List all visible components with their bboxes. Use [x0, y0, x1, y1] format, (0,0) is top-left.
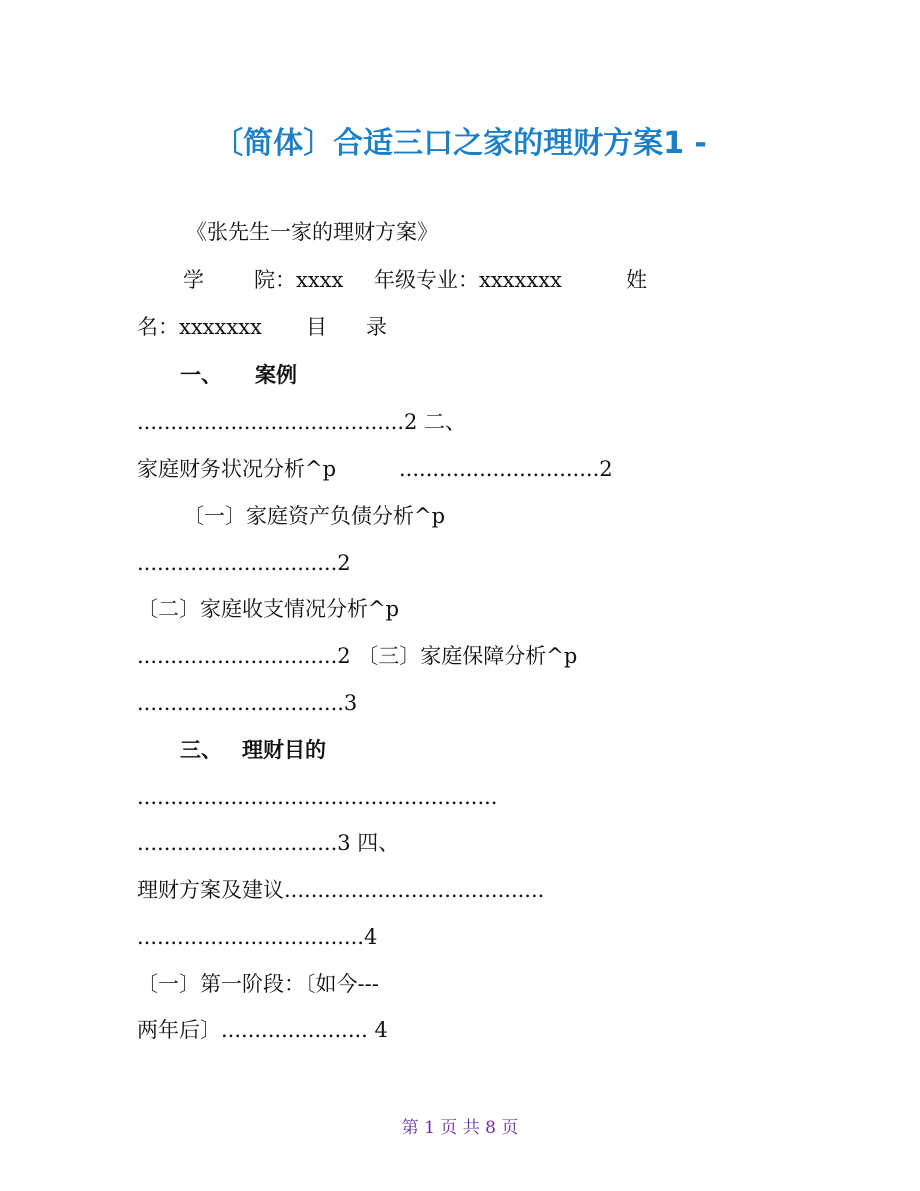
toc-leader-line: ...............................3 — [137, 691, 358, 715]
toc-leader-line: ..............................2 〔三〕家庭保障分析^p — [137, 644, 578, 668]
info-line-college-label: 学 — [183, 268, 204, 292]
document-title: 〔简体〕合适三口之家的理财方案1 - — [213, 126, 707, 161]
toc-section-1-number: 一、 — [180, 363, 222, 387]
toc-leader-line: ..............................2 — [137, 551, 351, 575]
subtitle-line: 《张先生一家的理财方案》 — [186, 220, 438, 244]
info-line-name-label: 姓 — [626, 268, 647, 292]
info-line-major: 年级专业：xxxxxxx — [374, 268, 562, 292]
toc-section-1-title: 案例 — [255, 363, 297, 387]
toc-leader-line: ..............................3 四、 — [137, 831, 400, 855]
toc-leader-line: ..............................2 — [399, 457, 613, 481]
toc-entry-balance-sheet: 〔一〕家庭资产负债分析^p — [183, 504, 446, 528]
info-line-name-value: 名：xxxxxxx — [137, 315, 262, 339]
toc-entry-plan-suggestions: 理财方案及建议....................................... — [137, 878, 545, 902]
info-line-college-value: 院：xxxx — [254, 268, 344, 292]
toc-heading-mu: 目 — [306, 315, 327, 339]
toc-entry-stage-one: 〔一〕第一阶段：〔如今--- — [137, 972, 379, 996]
toc-heading-lu: 录 — [366, 315, 387, 339]
toc-section-3-title: 理财目的 — [242, 738, 326, 762]
toc-entry-income-expense: 〔二〕家庭收支情况分析^p — [137, 597, 400, 621]
toc-leader-line: ..................................4 — [137, 925, 378, 949]
page-footer: 第 1 页 共 8 页 — [401, 1118, 519, 1138]
toc-leader-line: ........................................2 二、 — [137, 410, 467, 434]
toc-leader-line: ...................................................... — [137, 785, 498, 809]
toc-entry-finance-status: 家庭财务状况分析^p — [137, 457, 337, 481]
toc-entry-stage-one-cont: 两年后〕...................... 4 — [137, 1018, 388, 1042]
toc-section-3-number: 三、 — [180, 738, 222, 762]
